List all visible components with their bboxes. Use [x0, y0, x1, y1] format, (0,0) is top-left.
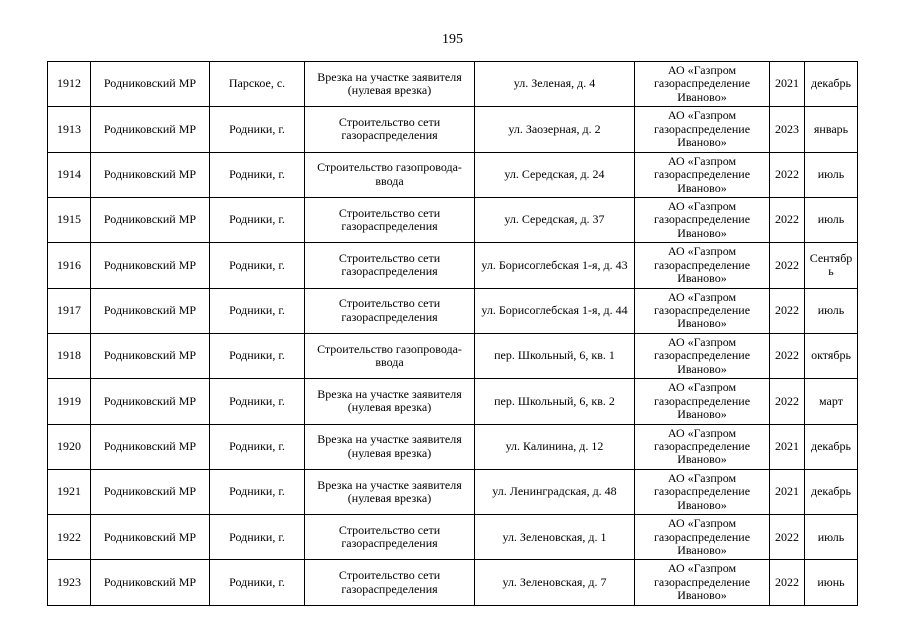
cell-address: ул. Зеленовская, д. 1: [475, 515, 635, 560]
cell-district: Родниковский МР: [91, 152, 210, 197]
projects-table-body: [48, 62, 858, 606]
cell-work: Строительство сети газораспределения: [305, 107, 475, 152]
cell-month: март: [805, 379, 858, 424]
cell-organization: АО «Газпром газораспределение Иваново»: [635, 515, 770, 560]
cell-id: 1923: [48, 560, 91, 605]
cell-locality: Родники, г.: [210, 152, 305, 197]
table-row: [48, 379, 858, 424]
table-row: [48, 469, 858, 514]
table-row: [48, 197, 858, 242]
cell-district: Родниковский МР: [91, 469, 210, 514]
cell-year: 2021: [770, 469, 805, 514]
cell-work: Врезка на участке заявителя (нулевая врезка): [305, 62, 475, 107]
cell-locality: Родники, г.: [210, 333, 305, 378]
cell-year: 2021: [770, 62, 805, 107]
cell-address: пер. Школьный, 6, кв. 1: [475, 333, 635, 378]
table-row: [48, 333, 858, 378]
cell-district: Родниковский МР: [91, 560, 210, 605]
cell-locality: Родники, г.: [210, 288, 305, 333]
cell-month: июль: [805, 288, 858, 333]
cell-district: Родниковский МР: [91, 243, 210, 288]
cell-locality: Родники, г.: [210, 560, 305, 605]
cell-address: ул. Ленинградская, д. 48: [475, 469, 635, 514]
cell-address: ул. Зеленая, д. 4: [475, 62, 635, 107]
cell-locality: Родники, г.: [210, 107, 305, 152]
cell-district: Родниковский МР: [91, 333, 210, 378]
cell-organization: АО «Газпром газораспределение Иваново»: [635, 288, 770, 333]
cell-work: Врезка на участке заявителя (нулевая врезка): [305, 424, 475, 469]
cell-month: декабрь: [805, 62, 858, 107]
cell-work: Строительство сети газораспределения: [305, 243, 475, 288]
cell-id: 1914: [48, 152, 91, 197]
cell-locality: Родники, г.: [210, 243, 305, 288]
cell-month: июль: [805, 515, 858, 560]
cell-month: Сентябрь: [805, 243, 858, 288]
cell-year: 2022: [770, 379, 805, 424]
table-row: [48, 152, 858, 197]
cell-id: 1921: [48, 469, 91, 514]
cell-year: 2022: [770, 333, 805, 378]
cell-address: пер. Школьный, 6, кв. 2: [475, 379, 635, 424]
cell-year: 2023: [770, 107, 805, 152]
cell-district: Родниковский МР: [91, 379, 210, 424]
table-row: [48, 560, 858, 605]
cell-organization: АО «Газпром газораспределение Иваново»: [635, 560, 770, 605]
cell-year: 2022: [770, 288, 805, 333]
table-row: [48, 515, 858, 560]
cell-district: Родниковский МР: [91, 424, 210, 469]
table-row: [48, 288, 858, 333]
cell-id: 1920: [48, 424, 91, 469]
cell-month: июнь: [805, 560, 858, 605]
cell-month: декабрь: [805, 469, 858, 514]
cell-organization: АО «Газпром газораспределение Иваново»: [635, 379, 770, 424]
cell-address: ул. Калинина, д. 12: [475, 424, 635, 469]
cell-address: ул. Середская, д. 24: [475, 152, 635, 197]
table-row: [48, 424, 858, 469]
cell-organization: АО «Газпром газораспределение Иваново»: [635, 469, 770, 514]
cell-organization: АО «Газпром газораспределение Иваново»: [635, 243, 770, 288]
cell-organization: АО «Газпром газораспределение Иваново»: [635, 197, 770, 242]
cell-locality: Родники, г.: [210, 515, 305, 560]
page-number: 195: [442, 32, 463, 47]
cell-month: июль: [805, 152, 858, 197]
cell-locality: Родники, г.: [210, 469, 305, 514]
cell-organization: АО «Газпром газораспределение Иваново»: [635, 152, 770, 197]
cell-locality: Родники, г.: [210, 424, 305, 469]
cell-work: Строительство сети газораспределения: [305, 515, 475, 560]
cell-district: Родниковский МР: [91, 197, 210, 242]
table-row: [48, 62, 858, 107]
cell-id: 1915: [48, 197, 91, 242]
cell-work: Строительство газопровода-ввода: [305, 152, 475, 197]
cell-work: Строительство газопровода-ввода: [305, 333, 475, 378]
cell-id: 1918: [48, 333, 91, 378]
cell-district: Родниковский МР: [91, 62, 210, 107]
cell-district: Родниковский МР: [91, 107, 210, 152]
cell-year: 2022: [770, 152, 805, 197]
cell-year: 2022: [770, 197, 805, 242]
cell-organization: АО «Газпром газораспределение Иваново»: [635, 333, 770, 378]
cell-work: Строительство сети газораспределения: [305, 197, 475, 242]
cell-year: 2022: [770, 515, 805, 560]
cell-locality: Родники, г.: [210, 379, 305, 424]
cell-district: Родниковский МР: [91, 515, 210, 560]
cell-organization: АО «Газпром газораспределение Иваново»: [635, 62, 770, 107]
cell-id: 1912: [48, 62, 91, 107]
cell-month: июль: [805, 197, 858, 242]
cell-id: 1919: [48, 379, 91, 424]
cell-year: 2022: [770, 560, 805, 605]
cell-locality: Родники, г.: [210, 197, 305, 242]
table-row: [48, 107, 858, 152]
cell-address: ул. Борисоглебская 1-я, д. 44: [475, 288, 635, 333]
cell-address: ул. Борисоглебская 1-я, д. 43: [475, 243, 635, 288]
table-row: [48, 243, 858, 288]
cell-work: Строительство сети газораспределения: [305, 560, 475, 605]
cell-district: Родниковский МР: [91, 288, 210, 333]
cell-month: октябрь: [805, 333, 858, 378]
cell-organization: АО «Газпром газораспределение Иваново»: [635, 107, 770, 152]
cell-work: Врезка на участке заявителя (нулевая врезка): [305, 379, 475, 424]
cell-year: 2022: [770, 243, 805, 288]
cell-address: ул. Середская, д. 37: [475, 197, 635, 242]
cell-id: 1916: [48, 243, 91, 288]
projects-table: [47, 61, 858, 606]
cell-id: 1922: [48, 515, 91, 560]
cell-locality: Парское, с.: [210, 62, 305, 107]
cell-address: ул. Заозерная, д. 2: [475, 107, 635, 152]
cell-id: 1913: [48, 107, 91, 152]
cell-month: декабрь: [805, 424, 858, 469]
cell-work: Врезка на участке заявителя (нулевая врезка): [305, 469, 475, 514]
cell-address: ул. Зеленовская, д. 7: [475, 560, 635, 605]
cell-id: 1917: [48, 288, 91, 333]
cell-year: 2021: [770, 424, 805, 469]
cell-month: январь: [805, 107, 858, 152]
cell-work: Строительство сети газораспределения: [305, 288, 475, 333]
cell-organization: АО «Газпром газораспределение Иваново»: [635, 424, 770, 469]
